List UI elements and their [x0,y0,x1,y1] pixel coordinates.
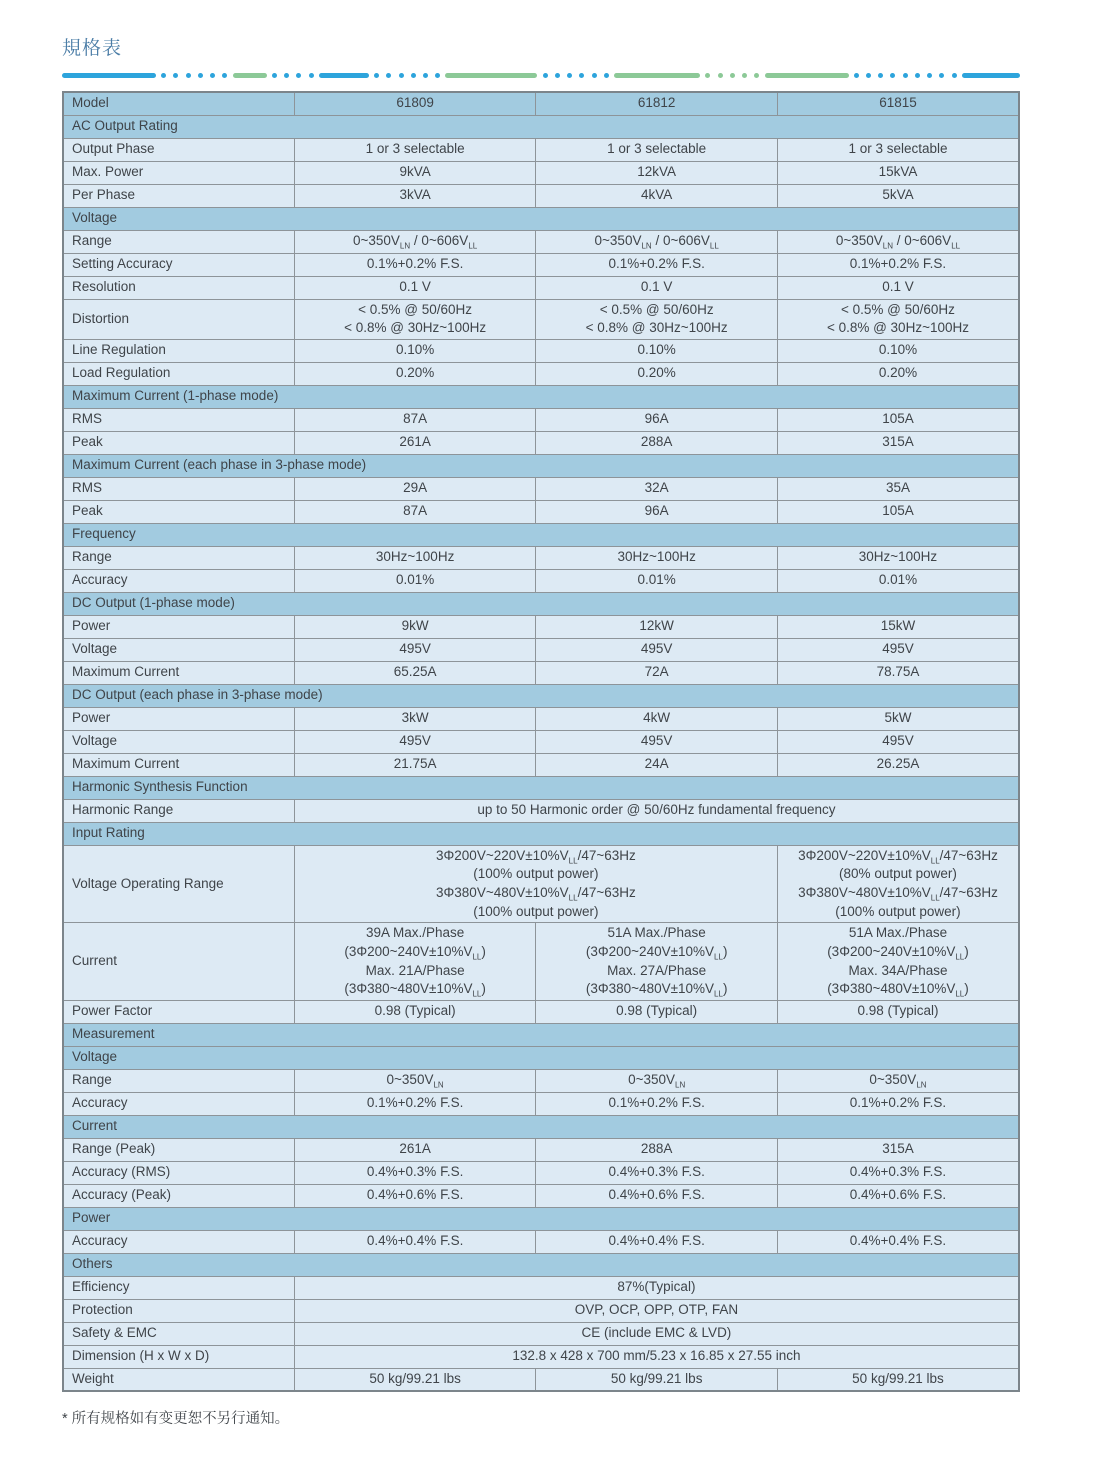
table-row [63,569,1019,592]
spec-cell: 0.4%+0.6% F.S. [294,1184,536,1207]
spec-cell: $3\Phi 200V\sim 220V\pm 10\%V_{LL}/47\sim 63Hz$ (80% output power) $3\Phi 380V\sim 480V\pm 10\%V_{LL}/47\sim 63Hz$ (100% output power) [777,845,1019,923]
table-row [63,1092,1019,1115]
spec-cell: 0.4%+0.4% F.S. [536,1230,778,1253]
table-row [63,845,1019,923]
row-label: Efficiency [63,1276,294,1299]
row-label: Power [63,707,294,730]
spec-cell: 5kW [777,707,1019,730]
divider-dash [614,73,700,78]
section-header: Harmonic Synthesis Function [63,776,1019,799]
spec-cell: 0.10% [777,339,1019,362]
spec-cell: 4kW [536,707,778,730]
spec-cell: 78.75A [777,661,1019,684]
model-cell: 61812 [536,92,778,115]
spec-cell: 0.01% [777,569,1019,592]
section-header: Voltage [63,207,1019,230]
section-header: Input Rating [63,822,1019,845]
table-row [63,431,1019,454]
spec-cell: 0.4%+0.3% F.S. [777,1161,1019,1184]
row-label: Load Regulation [63,362,294,385]
divider-dot [198,73,203,78]
divider-dot [210,73,215,78]
row-label: Accuracy (RMS) [63,1161,294,1184]
section-header: Power [63,1207,1019,1230]
table-row [63,1138,1019,1161]
page-title: 規格表 [62,38,123,59]
spec-cell: 0.4%+0.6% F.S. [536,1184,778,1207]
row-label: Output Phase [63,138,294,161]
spec-cell: $0\sim 350V_{LN}$ / $0\sim 606V_{LL}$ [536,230,778,253]
spec-cell: 26.25A [777,753,1019,776]
row-label: Accuracy [63,569,294,592]
table-row [63,753,1019,776]
divider-dot [284,73,289,78]
divider-dot [423,73,428,78]
row-label: RMS [63,477,294,500]
section-row [63,684,1019,707]
divider-dot [435,73,440,78]
table-row [63,408,1019,431]
divider-dot [952,73,957,78]
table-row [63,1299,1019,1322]
spec-cell: 0.1 V [294,276,536,299]
table-row [63,615,1019,638]
spec-cell: 29A [294,477,536,500]
spec-cell: 0.4%+0.6% F.S. [777,1184,1019,1207]
spec-cell: 12kVA [536,161,778,184]
divider-dot [854,73,859,78]
divider-dot [604,73,609,78]
spec-cell: 288A [536,1138,778,1161]
spec-cell: 87A [294,500,536,523]
section-row [63,592,1019,615]
spec-cell: 3kVA [294,184,536,207]
row-label: Accuracy [63,1092,294,1115]
spec-cell: $0\sim 350V_{LN}$ [536,1069,778,1092]
spec-cell: 21.75A [294,753,536,776]
spec-cell: 495V [777,730,1019,753]
divider-dot [903,73,908,78]
spec-cell: 0.4%+0.3% F.S. [294,1161,536,1184]
row-label: Model [63,92,294,115]
row-label: Voltage [63,638,294,661]
table-row [63,477,1019,500]
divider-dot [890,73,895,78]
spec-cell: 315A [777,1138,1019,1161]
spec-cell: 0.1%+0.2% F.S. [536,253,778,276]
section-row [63,1023,1019,1046]
row-label: Weight [63,1368,294,1391]
section-header: Measurement [63,1023,1019,1046]
spec-cell: 261A [294,431,536,454]
spec-cell: 0.10% [536,339,778,362]
spec-cell: 0.1%+0.2% F.S. [294,1092,536,1115]
table-row [63,138,1019,161]
spec-cell: 51A Max./Phase $(3\Phi 200\sim 240V\pm 10\%V_{LL})$ Max. 34A/Phase $(3\Phi 380\sim 480V\pm 10\%V_{LL})$ [777,923,1019,1001]
section-row [63,207,1019,230]
spec-cell: 495V [777,638,1019,661]
table-row [63,1000,1019,1023]
spec-cell: 0.4%+0.4% F.S. [294,1230,536,1253]
spec-cell: 0.01% [294,569,536,592]
divider-dot [296,73,301,78]
row-label: Harmonic Range [63,799,294,822]
spec-cell: $0\sim 350V_{LN}$ / $0\sim 606V_{LL}$ [777,230,1019,253]
spec-cell: 87%(Typical) [294,1276,1019,1299]
spec-cell: 495V [294,730,536,753]
divider-dot [730,73,735,78]
section-row [63,385,1019,408]
row-label: Current [63,923,294,1001]
spec-cell: 32A [536,477,778,500]
table-row [63,1069,1019,1092]
spec-cell: 12kW [536,615,778,638]
divider-dot [754,73,759,78]
row-label: Safety & EMC [63,1322,294,1345]
spec-cell: CE (include EMC & LVD) [294,1322,1019,1345]
table-row [63,299,1019,339]
spec-cell: 0.4%+0.3% F.S. [536,1161,778,1184]
model-cell: 61809 [294,92,536,115]
spec-cell: 495V [536,638,778,661]
spec-cell: 3kW [294,707,536,730]
table-row [63,339,1019,362]
table-row [63,161,1019,184]
table-row [63,184,1019,207]
table-row [63,1230,1019,1253]
divider-dash [319,73,369,78]
spec-cell: < 0.5% @ 50/60Hz < 0.8% @ 30Hz~100Hz [777,299,1019,339]
divider-dot [399,73,404,78]
spec-cell: 105A [777,408,1019,431]
spec-table [62,91,1020,1392]
spec-cell: 30Hz~100Hz [777,546,1019,569]
divider-dot [939,73,944,78]
divider-dot [705,73,710,78]
spec-cell: 15kVA [777,161,1019,184]
section-row [63,454,1019,477]
table-row [63,276,1019,299]
row-label: Per Phase [63,184,294,207]
divider-dot [567,73,572,78]
row-label: Dimension (H x W x D) [63,1345,294,1368]
spec-cell: 0.1%+0.2% F.S. [777,253,1019,276]
spec-cell: 9kVA [294,161,536,184]
spec-cell: 0.1%+0.2% F.S. [536,1092,778,1115]
decorative-divider [62,72,1020,78]
spec-cell: 0.20% [294,362,536,385]
divider-dot [374,73,379,78]
section-header: DC Output (1-phase mode) [63,592,1019,615]
spec-cell: 0.20% [536,362,778,385]
row-label: Protection [63,1299,294,1322]
spec-cell: < 0.5% @ 50/60Hz < 0.8% @ 30Hz~100Hz [536,299,778,339]
divider-dash [445,73,537,78]
row-label: Setting Accuracy [63,253,294,276]
spec-cell: 5kVA [777,184,1019,207]
spec-cell: 72A [536,661,778,684]
section-header: Others [63,1253,1019,1276]
spec-cell: 0.20% [777,362,1019,385]
divider-dot [592,73,597,78]
spec-cell: 51A Max./Phase $(3\Phi 200\sim 240V\pm 10\%V_{LL})$ Max. 27A/Phase $(3\Phi 380\sim 480V\pm 10\%V_{LL})$ [536,923,778,1001]
divider-dot [161,73,166,78]
divider-dot [173,73,178,78]
divider-dash [233,73,267,78]
spec-cell: $0\sim 350V_{LN}$ [777,1069,1019,1092]
spec-cell: $3\Phi 200V\sim 220V\pm 10\%V_{LL}/47\sim 63Hz$ (100% output power) $3\Phi 380V\sim 480V\pm 10\%V_{LL}/47\sim 63Hz$ (100% output power) [294,845,777,923]
spec-cell: 261A [294,1138,536,1161]
table-row [63,799,1019,822]
spec-cell: 0.98 (Typical) [294,1000,536,1023]
row-label: Resolution [63,276,294,299]
section-row [63,1207,1019,1230]
section-header: Maximum Current (each phase in 3-phase mode) [63,454,1019,477]
spec-cell: up to 50 Harmonic order @ 50/60Hz fundamental frequency [294,799,1019,822]
divider-dash [765,73,849,78]
spec-cell: 96A [536,408,778,431]
spec-cell: 0.01% [536,569,778,592]
row-label: Accuracy (Peak) [63,1184,294,1207]
spec-cell: 4kVA [536,184,778,207]
spec-cell: 30Hz~100Hz [294,546,536,569]
spec-cell: 0.1 V [777,276,1019,299]
table-row [63,230,1019,253]
row-label: Peak [63,500,294,523]
spec-cell: 96A [536,500,778,523]
divider-dot [222,73,227,78]
spec-cell: 0.1%+0.2% F.S. [294,253,536,276]
divider-dot [411,73,416,78]
spec-cell: 24A [536,753,778,776]
spec-cell: 1 or 3 selectable [294,138,536,161]
row-label: Range [63,1069,294,1092]
section-header: Frequency [63,523,1019,546]
divider-dot [272,73,277,78]
section-header: Current [63,1115,1019,1138]
section-header: AC Output Rating [63,115,1019,138]
table-row [63,638,1019,661]
divider-dot [866,73,871,78]
spec-cell: 315A [777,431,1019,454]
row-label: Range (Peak) [63,1138,294,1161]
spec-cell: 50 kg/99.21 lbs [536,1368,778,1391]
spec-cell: 87A [294,408,536,431]
section-row [63,1253,1019,1276]
spec-cell: 495V [536,730,778,753]
divider-dot [742,73,747,78]
table-row [63,253,1019,276]
row-label: Maximum Current [63,753,294,776]
row-label: Power Factor [63,1000,294,1023]
spec-cell: 0.98 (Typical) [777,1000,1019,1023]
divider-dot [543,73,548,78]
table-row [63,92,1019,115]
divider-dot [915,73,920,78]
spec-cell: 0.98 (Typical) [536,1000,778,1023]
model-cell: 61815 [777,92,1019,115]
row-label: Accuracy [63,1230,294,1253]
table-row [63,1322,1019,1345]
spec-cell: 1 or 3 selectable [536,138,778,161]
section-header: Maximum Current (1-phase mode) [63,385,1019,408]
divider-dot [386,73,391,78]
spec-cell: 50 kg/99.21 lbs [777,1368,1019,1391]
divider-dot [927,73,932,78]
spec-cell: 1 or 3 selectable [777,138,1019,161]
divider-dash [62,73,156,78]
table-row [63,707,1019,730]
row-label: Max. Power [63,161,294,184]
spec-cell: 495V [294,638,536,661]
section-row [63,776,1019,799]
divider-dot [718,73,723,78]
table-row [63,1276,1019,1299]
table-row [63,1368,1019,1391]
spec-cell: $0\sim 350V_{LN}$ [294,1069,536,1092]
spec-cell: 65.25A [294,661,536,684]
row-label: Line Regulation [63,339,294,362]
row-label: Range [63,546,294,569]
table-row [63,923,1019,1001]
spec-cell: < 0.5% @ 50/60Hz < 0.8% @ 30Hz~100Hz [294,299,536,339]
spec-cell: 105A [777,500,1019,523]
spec-cell: 39A Max./Phase $(3\Phi 200\sim 240V\pm 10\%V_{LL})$ Max. 21A/Phase $(3\Phi 380\sim 480V\pm 10\%V_{LL})$ [294,923,536,1001]
spec-cell: 132.8 x 428 x 700 mm/5.23 x 16.85 x 27.55 inch [294,1345,1019,1368]
row-label: Voltage [63,730,294,753]
spec-cell: 0.4%+0.4% F.S. [777,1230,1019,1253]
table-row [63,1161,1019,1184]
table-row [63,661,1019,684]
section-row [63,1046,1019,1069]
section-header: Voltage [63,1046,1019,1069]
row-label: Distortion [63,299,294,339]
table-row [63,546,1019,569]
spec-cell: 9kW [294,615,536,638]
row-label: Maximum Current [63,661,294,684]
row-label: RMS [63,408,294,431]
spec-cell: 0.1 V [536,276,778,299]
spec-cell: 0.1%+0.2% F.S. [777,1092,1019,1115]
table-row [63,500,1019,523]
spec-cell: OVP, OCP, OPP, OTP, FAN [294,1299,1019,1322]
spec-cell: 15kW [777,615,1019,638]
spec-cell: 50 kg/99.21 lbs [294,1368,536,1391]
section-row [63,523,1019,546]
table-row [63,362,1019,385]
divider-dot [186,73,191,78]
section-row [63,1115,1019,1138]
divider-dot [555,73,560,78]
section-header: DC Output (each phase in 3-phase mode) [63,684,1019,707]
table-row [63,730,1019,753]
section-row [63,115,1019,138]
row-label: Voltage Operating Range [63,845,294,923]
spec-cell: 35A [777,477,1019,500]
row-label: Power [63,615,294,638]
divider-dot [309,73,314,78]
table-row [63,1345,1019,1368]
table-row [63,1184,1019,1207]
divider-dot [878,73,883,78]
spec-table-body [63,92,1019,1391]
spec-cell: 30Hz~100Hz [536,546,778,569]
spec-cell: 0.10% [294,339,536,362]
spec-cell: $0\sim 350V_{LN}$ / $0\sim 606V_{LL}$ [294,230,536,253]
divider-dash [962,73,1020,78]
spec-cell: 288A [536,431,778,454]
divider-dot [579,73,584,78]
row-label: Peak [63,431,294,454]
section-row [63,822,1019,845]
row-label: Range [63,230,294,253]
footnote: * 所有规格如有变更恕不另行通知。 [62,1411,290,1428]
